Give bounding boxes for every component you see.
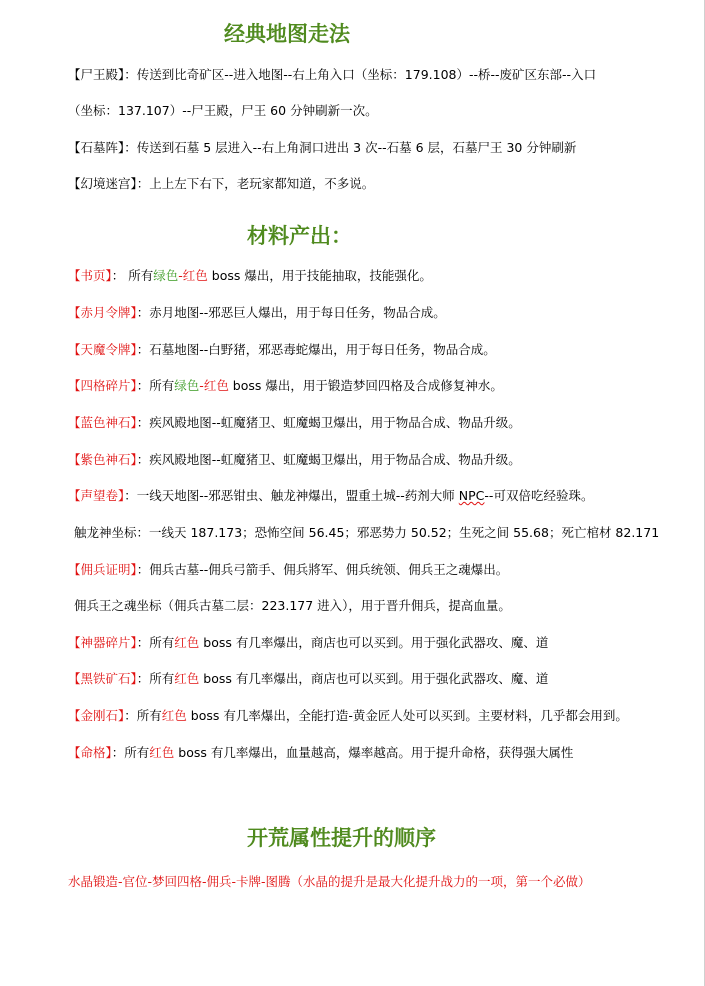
material-text: ：所有 (111, 745, 150, 760)
green-label: 绿色 (153, 268, 179, 283)
material-key: 【黑铁矿石】 (68, 671, 137, 686)
dash: - (178, 268, 183, 283)
red-label: 红色 (149, 745, 175, 760)
attribute-order-text: 水晶锻造-官位-梦回四格-佣兵-卡牌-图腾（水晶的提升是最大化提升战力的一项，第一个必做） (68, 874, 591, 889)
material-text: ：所有 (136, 635, 175, 650)
green-label: 绿色 (174, 378, 200, 393)
route-text: ：上上左下右下，老玩家都知道，不多说。 (136, 176, 375, 191)
route-line-4 (68, 175, 374, 193)
material-text: ：赤月地图--邪恶巨人爆出，用于每日任务，物品合成。 (136, 305, 446, 320)
material-line (68, 634, 548, 652)
material-text: ：石墓地图--白野猪，邪恶毒蛇爆出，用于每日任务，物品合成。 (136, 342, 496, 357)
material-line (68, 744, 573, 762)
route-text: （坐标：137.107）--尸王殿，尸王 60 分钟刷新一次。 (68, 103, 378, 118)
material-text: boss 爆出，用于锻造梦回四格及合成修复神水。 (228, 378, 503, 393)
heading-materials: 材料产出： (247, 224, 352, 248)
material-text: boss 爆出，用于技能抽取，技能强化。 (207, 268, 432, 283)
red-label: 红色 (161, 708, 187, 723)
material-line (74, 597, 511, 615)
dash: - (199, 378, 204, 393)
material-text: ：所有 (124, 708, 162, 723)
red-label: 红色 (203, 378, 229, 393)
material-text: ：所有 (136, 378, 175, 393)
material-key: 【佣兵证明】 (68, 562, 137, 577)
material-line (68, 341, 496, 359)
material-key: 【天魔令牌】 (68, 342, 137, 357)
material-text: boss 有几率爆出，全能打造-黄金匠人处可以买到。主要材料，几乎都会用到。 (186, 708, 628, 723)
material-text: boss 有几率爆出，商店也可以买到。用于强化武器攻、魔、道 (199, 635, 549, 650)
material-text: boss 有几率爆出，商店也可以买到。用于强化武器攻、魔、道 (199, 671, 549, 686)
material-line (68, 451, 521, 469)
material-key: 【声望卷】 (68, 488, 125, 503)
heading-map-routes: 经典地图走法 (224, 22, 350, 46)
route-line-1 (68, 66, 596, 84)
route-text: ：传送到石墓 5 层进入--右上角洞口进出 3 次--石墓 6 层，石墓尸王 30 分钟刷新 (124, 140, 577, 155)
material-line (68, 707, 628, 725)
material-line (68, 267, 432, 285)
heading-attribute-order: 开荒属性提升的顺序 (247, 826, 436, 850)
material-key: 【金刚石】 (68, 708, 125, 723)
route-key: 【石墓阵】 (68, 140, 125, 155)
route-key: 【幻境迷宫】 (68, 176, 137, 191)
material-text: boss 有几率爆出，血量越高，爆率越高。用于提升命格，获得强大属性 (174, 745, 574, 760)
material-text: ： 所有 (111, 268, 154, 283)
material-text: --可双倍吃经验珠。 (484, 488, 594, 503)
red-label: 红色 (174, 671, 200, 686)
route-line-3 (68, 139, 576, 157)
material-key: 【紫色神石】 (68, 452, 137, 467)
npc-text: NPC (458, 488, 485, 503)
red-label: 红色 (182, 268, 208, 283)
route-line-2 (68, 102, 378, 120)
material-line (68, 487, 593, 505)
material-line (74, 524, 659, 542)
material-text: ：疾风殿地图--虹魔猪卫、虹魔蝎卫爆出，用于物品合成、物品升级。 (136, 415, 521, 430)
material-key: 【书页】 (68, 268, 112, 283)
material-text: 触龙神坐标：一线天 187.173；恐怖空间 56.45；邪恶势力 50.52；生死之间 55.68；死亡棺材 82.171 (74, 525, 660, 540)
material-key: 【四格碎片】 (68, 378, 137, 393)
material-key: 【蓝色神石】 (68, 415, 137, 430)
material-line (68, 670, 548, 688)
material-text: ：佣兵古墓--佣兵弓箭手、佣兵將军、佣兵统领、佣兵王之魂爆出。 (136, 562, 509, 577)
route-text: ：传送到比奇矿区--进入地图--右上角入口（坐标：179.108）--桥--废矿区东部--入口 (124, 67, 597, 82)
route-key: 【尸王殿】 (68, 67, 125, 82)
material-text: ：一线天地图--邪恶钳虫、触龙神爆出，盟重土城--药剂大师 (124, 488, 459, 503)
material-text: ：所有 (136, 671, 175, 686)
material-key: 【神器碎片】 (68, 635, 137, 650)
material-line (68, 377, 503, 395)
material-line (68, 561, 508, 579)
material-line (68, 414, 521, 432)
red-label: 红色 (174, 635, 200, 650)
material-text: 佣兵王之魂坐标（佣兵古墓二层：223.177 进入），用于晋升佣兵，提高血量。 (74, 598, 511, 613)
material-key: 【命格】 (68, 745, 112, 760)
material-line (68, 304, 446, 322)
material-text: ：疾风殿地图--虹魔猪卫、虹魔蝎卫爆出，用于物品合成、物品升级。 (136, 452, 521, 467)
material-key: 【赤月令牌】 (68, 305, 137, 320)
